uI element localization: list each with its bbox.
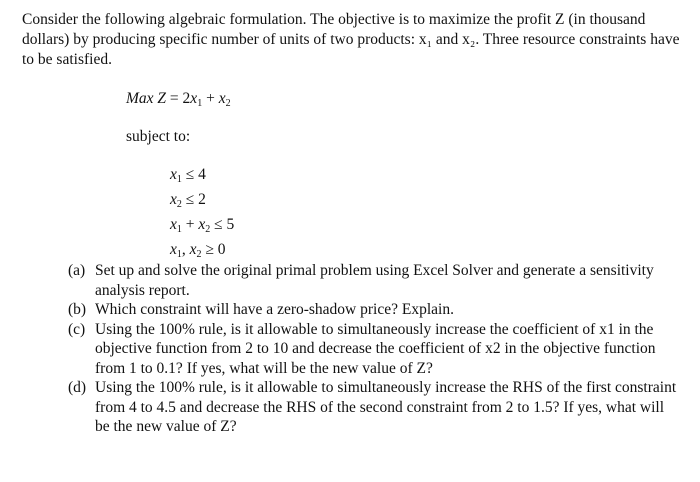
objective-sub-1: 1 (197, 98, 203, 109)
objective-function (126, 90, 231, 109)
constraint-sub: 2 (205, 224, 211, 235)
constraint-plus: + (185, 216, 195, 233)
constraint-comma: , (181, 241, 186, 258)
question-b (68, 300, 678, 320)
question-label: (c) (68, 320, 86, 338)
question-label: (a) (68, 262, 86, 279)
question-label: (b) (68, 301, 87, 318)
constraint-var: x (198, 216, 206, 233)
constraint-var: x (170, 241, 177, 258)
question-d (68, 378, 678, 437)
constraint-2 (170, 190, 234, 215)
question-text: Using the 100% rule, is it allowable to simultaneously increase the coefficient of x1 in the objective function from 2 to 10 and decrease the coefficient of x2 in the objective function from 1 to 0.1? If yes, what will be the new value of Z? (95, 320, 656, 377)
objective-plus: + (206, 90, 215, 107)
question-label: (d) (68, 379, 87, 396)
question-c (68, 320, 678, 379)
question-list (68, 261, 678, 437)
constraint-sub: 1 (176, 249, 182, 260)
constraint-sub: 1 (176, 224, 182, 235)
constraint-op: ≤ (185, 166, 195, 183)
constraint-rhs: 4 (198, 166, 206, 183)
constraint-1 (170, 165, 234, 190)
intro-paragraph: Consider the following algebraic formulation. The objective is to maximize the profit Z (in thousand dollars) by producing specific number of units of two products: x₁ and x₂. Three resource constraints have to be satisfied. (22, 11, 680, 68)
constraint-op: ≤ (185, 191, 195, 208)
question-text: Set up and solve the original primal problem using Excel Solver and generate a sensitivity analysis report. (95, 262, 654, 299)
constraint-3 (170, 215, 234, 240)
constraint-op: ≥ (205, 241, 214, 258)
constraint-var: x (170, 191, 177, 208)
constraint-list (170, 165, 234, 265)
objective-equals: = (169, 90, 179, 107)
constraint-sub: 1 (176, 174, 182, 185)
constraint-rhs: 5 (226, 216, 235, 233)
constraint-rhs: 0 (217, 241, 226, 258)
constraint-rhs: 2 (198, 191, 206, 208)
objective-var-2: x (218, 90, 226, 107)
objective-sub-2: 2 (225, 98, 231, 109)
constraint-sub: 2 (176, 199, 182, 210)
constraint-sub: 2 (196, 249, 202, 260)
objective-prefix: Max Z (126, 90, 167, 107)
constraint-var: x (170, 216, 177, 233)
constraint-op: ≤ (214, 216, 223, 233)
question-a (68, 261, 678, 300)
objective-coef-1: 2 (182, 90, 191, 107)
constraint-var: x (189, 241, 197, 258)
question-text: Which constraint will have a zero-shadow price? Explain. (95, 301, 454, 318)
constraint-var: x (170, 166, 177, 183)
objective-var-1: x (190, 90, 198, 107)
subject-to-label: subject to: (126, 128, 191, 145)
question-text: Using the 100% rule, is it allowable to simultaneously increase the RHS of the first constraint from 4 to 4.5 and decrease the RHS of the second constraint from 2 to 1.5? If yes, what will be the new value of Z? (95, 379, 677, 435)
